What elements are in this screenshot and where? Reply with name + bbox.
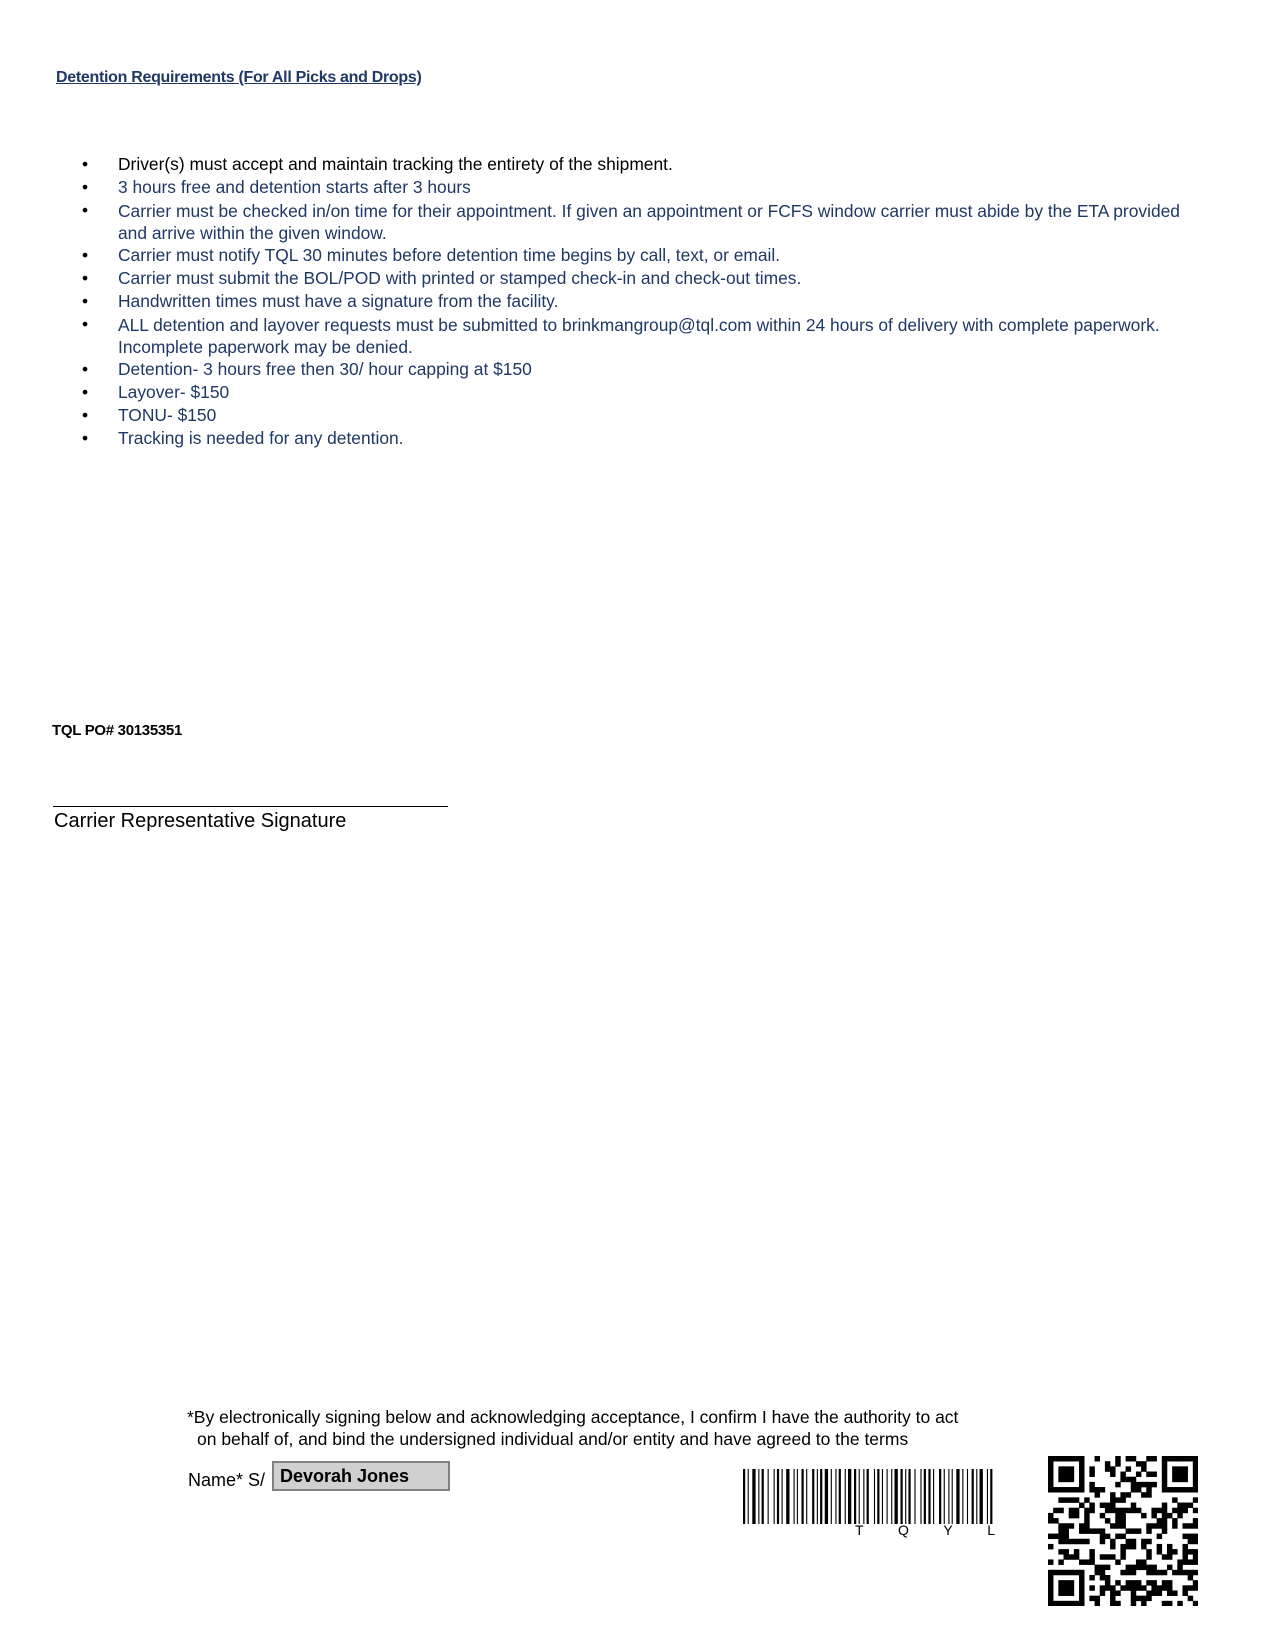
barcode-text: T Q Y L [855, 1522, 995, 1538]
po-number: TQL PO# 30135351 [52, 722, 183, 739]
page-heading: Detention Requirements (For All Picks and Drops) [56, 69, 422, 86]
requirement-item: • Detention- 3 hours free then 30/ hour capping at $150 [82, 359, 532, 379]
bullet: • [82, 291, 89, 311]
requirement-item: • Handwritten times must have a signature from the facility. [82, 291, 559, 311]
bullet: • [82, 200, 89, 220]
name-label: Name* S/ [188, 1470, 266, 1490]
bullet: • [82, 405, 89, 425]
bullet: • [82, 245, 89, 265]
requirement-item: • ALL detention and layover requests must be submitted to brinkmangroup@tql.com within 24 hours of delivery with complete paperwork. Incomplete paperwork may be denied. [82, 314, 1160, 357]
bullet: • [82, 314, 89, 334]
requirement-item: • Tracking is needed for any detention. [82, 428, 404, 448]
signature-line [53, 806, 448, 807]
bullet: • [82, 382, 89, 402]
qr-code [1048, 1456, 1198, 1606]
signer-name-field[interactable]: Devorah Jones [272, 1461, 450, 1491]
requirement-item: • Carrier must submit the BOL/POD with printed or stamped check-in and check-out times. [82, 268, 802, 288]
requirement-item: • Layover- $150 [82, 382, 230, 402]
legal-acknowledgement: *By electronically signing below and acknowledging acceptance, I confirm I have the authority to act on behalf of, and bind the undersigned individual and/or entity and have agreed to the terms [187, 1407, 959, 1449]
requirement-item: • Carrier must be checked in/on time for their appointment. If given an appointment or FCFS window carrier must abide by the ETA provided and arrive within the given window. [82, 200, 1180, 243]
bullet: • [82, 154, 89, 174]
bullet: • [82, 359, 89, 379]
requirement-item: • TONU- $150 [82, 405, 217, 425]
requirement-item: • Driver(s) must accept and maintain tracking the entirety of the shipment. [82, 154, 673, 174]
requirement-item: • Carrier must notify TQL 30 minutes before detention time begins by call, text, or email. [82, 245, 781, 265]
bullet: • [82, 428, 89, 448]
requirements-list [0, 153, 1275, 450]
bullet: • [82, 177, 89, 197]
barcode [743, 1469, 1030, 1524]
signature-label: Carrier Representative Signature [54, 810, 347, 832]
requirement-item: • 3 hours free and detention starts after 3 hours [82, 177, 471, 197]
bullet: • [82, 268, 89, 288]
